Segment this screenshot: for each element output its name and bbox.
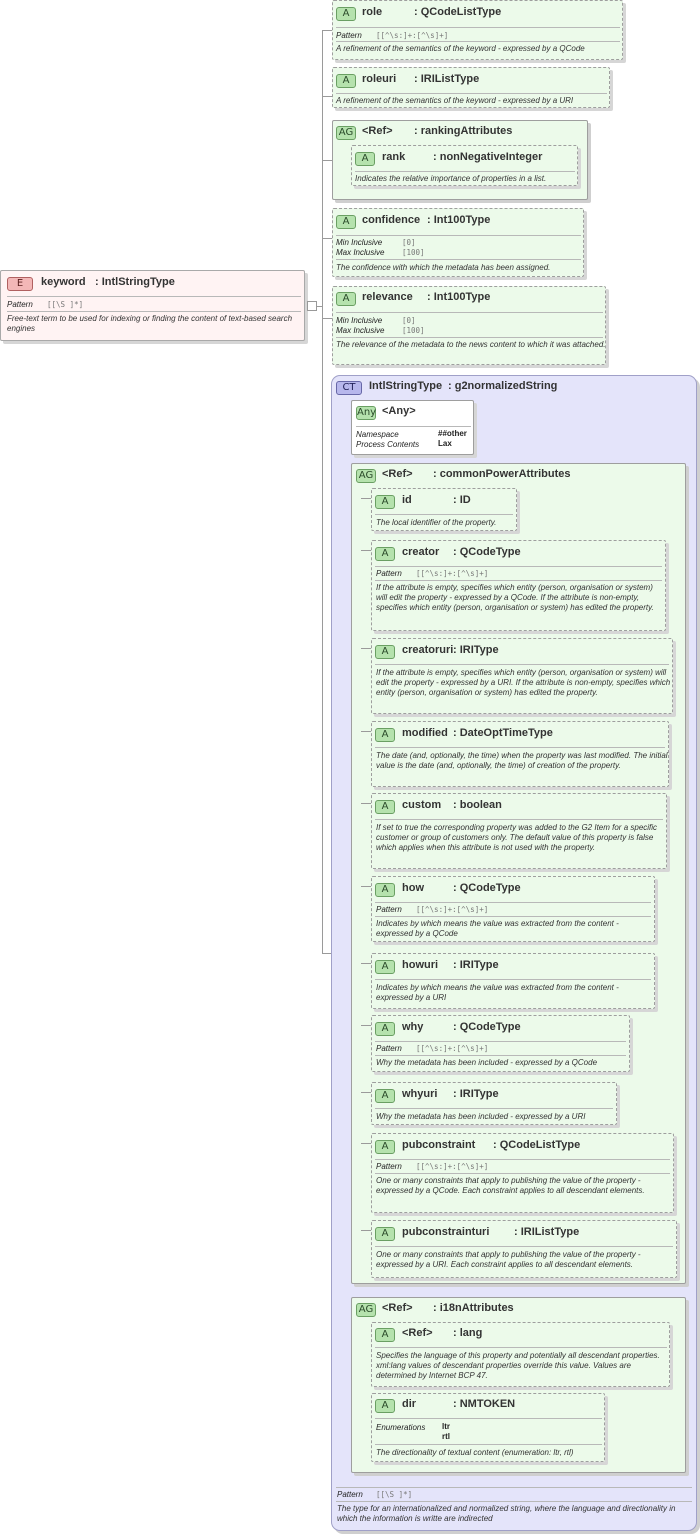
attribute-description: The confidence with which the metadata has been assigned. [336, 263, 551, 272]
min-inclusive-label: Min Inclusive [336, 238, 383, 247]
complex-type-base: : g2normalizedString [448, 380, 558, 392]
attribute-type: : QCodeType [453, 546, 521, 558]
attribute-name: modified [402, 727, 448, 739]
attribute-name: dir [402, 1398, 417, 1410]
separator [375, 819, 663, 820]
attribute-description: A refinement of the semantics of the keyword - expressed by a QCode [336, 44, 585, 53]
attribute-badge: A [336, 215, 356, 229]
connector-line [361, 1143, 371, 1144]
attribute-role[interactable] [332, 0, 623, 60]
attribute-badge: A [375, 645, 395, 659]
attribute-name: roleuri [362, 73, 397, 85]
separator [375, 902, 651, 903]
max-inclusive-label: Max Inclusive [336, 326, 385, 335]
attribute-name: why [402, 1021, 424, 1033]
attribute-description: One or many constraints that apply to publishing the value of the property - expressed by a QCode. Each constraint applies to all descendant elements. [376, 1176, 645, 1195]
pattern-value: [[^\s:]+:[^\s]+] [416, 905, 489, 914]
connector-line [361, 1092, 371, 1093]
connector-line [361, 648, 371, 649]
separator [375, 1347, 667, 1348]
separator [375, 1041, 626, 1042]
separator [356, 426, 471, 427]
attribute-group-name: <Ref> [382, 1302, 413, 1314]
complex-type-description: The type for an internationalized and normalized string, where the language and directionality in which the information is writte are indirected [337, 1504, 676, 1523]
attribute-description: If set to true the corresponding property was added to the G2 Item for a specific customer or group of customers only. The default value of this property is false which applies when this attribute is not used with the property. [376, 823, 658, 852]
separator [375, 566, 662, 567]
attribute-group-type: : rankingAttributes [414, 125, 513, 137]
separator [375, 747, 665, 748]
attribute-badge: A [375, 1022, 395, 1036]
separator [375, 580, 662, 581]
pattern-label: Pattern [376, 569, 402, 578]
connector-line [361, 1230, 371, 1231]
attribute-group-badge: AG [356, 469, 376, 483]
any-wildcard[interactable] [351, 400, 474, 455]
attribute-group-type: : commonPowerAttributes [433, 468, 571, 480]
attribute-why[interactable] [371, 1015, 630, 1072]
separator [375, 1108, 613, 1109]
any-name: <Any> [382, 405, 416, 417]
attribute-relevance[interactable] [332, 286, 606, 365]
attribute-description: Indicates the relative importance of properties in a list. [355, 174, 547, 183]
element-name: keyword [41, 276, 86, 288]
attribute-name: confidence [362, 214, 421, 226]
attribute-description: The relevance of the metadata to the news content to which it was attached. [336, 340, 606, 349]
enumeration-value: rtl [442, 1432, 450, 1441]
connector-line [361, 1025, 371, 1026]
any-badge: Any [357, 407, 377, 418]
attribute-type: : QCodeListType [493, 1139, 581, 1151]
separator [336, 27, 620, 28]
attribute-badge: A [375, 1328, 395, 1342]
attribute-how[interactable] [371, 876, 655, 942]
element-description: Free-text term to be used for indexing or finding the content of text-based search engines [7, 314, 293, 333]
element-keyword[interactable] [0, 270, 305, 341]
attribute-type: : nonNegativeInteger [433, 151, 543, 163]
element-badge: E [7, 277, 33, 291]
separator [375, 664, 669, 665]
pattern-value: [[\S ]*] [376, 1490, 413, 1499]
attribute-name: pubconstraint [402, 1139, 476, 1151]
process-contents-label: Process Contents [356, 440, 420, 449]
attribute-creator[interactable] [371, 540, 666, 631]
min-inclusive-value: [0] [402, 238, 416, 247]
connector-line [361, 803, 371, 804]
attribute-description: One or many constraints that apply to publishing the value of the property - expressed by a URI. Each constraint applies to all descendant elements. [376, 1250, 641, 1269]
attribute-type: : Int100Type [427, 291, 491, 303]
attribute-description: Indicates by which means the value was extracted from the content - expressed by a QCode [376, 919, 619, 938]
attribute-badge: A [375, 547, 395, 561]
attribute-description: The date (and, optionally, the time) when the property was last modified. The initial value is the date (and, optionally, the time) of creation of the property. [376, 751, 668, 770]
attribute-description: Why the metadata has been included - expressed by a URI [376, 1112, 586, 1121]
attribute-creatoruri[interactable] [371, 638, 673, 714]
separator [7, 311, 301, 312]
max-inclusive-label: Max Inclusive [336, 248, 385, 257]
separator [375, 916, 651, 917]
attribute-name: custom [402, 799, 442, 811]
separator [355, 171, 575, 172]
pattern-value: [[^\s:]+:[^\s]+] [416, 1044, 489, 1053]
attribute-badge: A [336, 292, 356, 306]
attribute-type: : boolean [453, 799, 502, 811]
namespace-value: ##other [438, 429, 467, 438]
attribute-badge: A [375, 495, 395, 509]
separator [336, 312, 603, 313]
attribute-whyuri[interactable] [371, 1082, 617, 1125]
expand-toggle[interactable] [307, 301, 317, 311]
separator [336, 1487, 692, 1488]
attribute-group-badge: AG [356, 1303, 376, 1317]
attribute-name: creator [402, 546, 440, 558]
max-inclusive-value: [100] [402, 326, 425, 335]
attribute-name: how [402, 882, 424, 894]
enumerations-label: Enumerations [376, 1423, 426, 1432]
attribute-name: relevance [362, 291, 413, 303]
connector-line [361, 498, 371, 499]
connector-line [361, 963, 371, 964]
attribute-badge: A [375, 960, 395, 974]
attribute-type: : QCodeType [453, 1021, 521, 1033]
min-inclusive-value: [0] [402, 316, 416, 325]
attribute-name: pubconstrainturi [402, 1226, 490, 1238]
attribute-type: : lang [453, 1327, 483, 1339]
attribute-description: The local identifier of the property. [376, 518, 497, 527]
attribute-badge: A [375, 883, 395, 897]
namespace-label: Namespace [356, 430, 399, 439]
attribute-description: Why the metadata has been included - expressed by a QCode [376, 1058, 598, 1067]
pattern-value: [[^\s:]+:[^\s]+] [416, 569, 489, 578]
pattern-label: Pattern [376, 1044, 402, 1053]
attribute-rank[interactable] [351, 145, 578, 186]
separator [336, 1501, 692, 1502]
pattern-label: Pattern [376, 1162, 402, 1171]
complex-type-badge: CT [336, 381, 362, 395]
max-inclusive-value: [100] [402, 248, 425, 257]
separator [7, 296, 301, 297]
separator [375, 1246, 673, 1247]
connector-line [361, 550, 371, 551]
separator [375, 1055, 626, 1056]
attribute-name: rank [382, 151, 406, 163]
attribute-description: If the attribute is empty, specifies which entity (person, organisation or system) will edit the property - expressed by a URI. If the attribute is non-empty, specifies which entity (person, organisation or system) has edited the property. [376, 668, 671, 697]
attribute-modified[interactable] [371, 721, 669, 787]
min-inclusive-label: Min Inclusive [336, 316, 383, 325]
attribute-type: : IRIType [453, 644, 499, 656]
attribute-dir[interactable] [371, 1393, 605, 1462]
pattern-label: Pattern [336, 31, 362, 40]
attribute-description: Indicates by which means the value was extracted from the content - expressed by a URI [376, 983, 619, 1002]
separator [375, 979, 651, 980]
attribute-type: : QCodeType [453, 882, 521, 894]
attribute-type: : IRIType [453, 1088, 499, 1100]
attribute-type: : Int100Type [427, 214, 491, 226]
attribute-badge: A [375, 1140, 395, 1154]
separator [336, 41, 620, 42]
attribute-id[interactable] [371, 488, 517, 531]
attribute-name: howuri [402, 959, 439, 971]
complex-type-name: IntlStringType [369, 380, 443, 392]
attribute-type: : DateOptTimeType [453, 727, 553, 739]
attribute-description: A refinement of the semantics of the keyword - expressed by a URI [336, 96, 574, 105]
connector-line [361, 886, 371, 887]
separator [375, 1173, 670, 1174]
separator [375, 1159, 670, 1160]
attribute-type: : NMTOKEN [453, 1398, 516, 1410]
attribute-badge: A [375, 1089, 395, 1103]
attribute-howuri[interactable] [371, 953, 655, 1009]
attribute-custom[interactable] [371, 793, 667, 869]
attribute-lang[interactable] [371, 1322, 670, 1387]
attribute-name: id [402, 494, 412, 506]
enumeration-value: ltr [442, 1422, 450, 1431]
attribute-type: : QCodeListType [414, 6, 502, 18]
attribute-roleuri[interactable] [332, 67, 610, 108]
attribute-name: <Ref> [402, 1327, 433, 1339]
separator [336, 259, 581, 260]
pattern-value: [[^\s:]+:[^\s]+] [416, 1162, 489, 1171]
attribute-type: : IRIType [453, 959, 499, 971]
attribute-badge: A [375, 1227, 395, 1241]
attribute-badge: A [375, 1399, 395, 1413]
pattern-label: Pattern [7, 300, 33, 309]
attribute-group-type: : i18nAttributes [433, 1302, 514, 1314]
attribute-description: If the attribute is empty, specifies which entity (person, organisation or system) will edit the property - expressed by a QCode. If the attribute is non-empty, specifies which entity (person, organisation or system) has edited the property. [376, 583, 654, 612]
separator [336, 93, 607, 94]
attribute-group-name: <Ref> [382, 468, 413, 480]
attribute-type: : IRIListType [514, 1226, 580, 1238]
pattern-value: [[\S ]*] [47, 300, 84, 309]
separator [375, 514, 513, 515]
separator [375, 1418, 602, 1419]
attribute-pubconstraint[interactable] [371, 1133, 674, 1213]
pattern-value: [[^\s:]+:[^\s]+] [376, 31, 449, 40]
connector-line [361, 731, 371, 732]
separator [336, 235, 581, 236]
attribute-type: : IRIListType [414, 73, 480, 85]
attribute-name: whyuri [402, 1088, 438, 1100]
attribute-pubconstrainturi[interactable] [371, 1220, 677, 1278]
attribute-group-badge: AG [336, 126, 356, 140]
attribute-badge: A [336, 74, 356, 88]
attribute-name: role [362, 6, 383, 18]
pattern-label: Pattern [337, 1490, 363, 1499]
attribute-confidence[interactable] [332, 208, 584, 277]
separator [336, 337, 603, 338]
separator [375, 1444, 602, 1445]
element-type: : IntlStringType [95, 276, 175, 288]
attribute-badge: A [355, 152, 375, 166]
attribute-badge: A [375, 728, 395, 742]
attribute-group-name: <Ref> [362, 125, 393, 137]
process-contents-value: Lax [438, 439, 452, 448]
attribute-badge: A [336, 7, 356, 21]
attribute-type: : ID [453, 494, 471, 506]
attribute-description: The directionality of textual content (enumeration: ltr, rtl) [376, 1448, 574, 1457]
attribute-name: creatoruri [402, 644, 454, 656]
pattern-label: Pattern [376, 905, 402, 914]
attribute-badge: A [375, 800, 395, 814]
attribute-description: Specifies the language of this property and potentially all descendant properties. xml:lang values of descendant properties override this value. Values are determined by Internet BCP 47. [376, 1351, 660, 1380]
